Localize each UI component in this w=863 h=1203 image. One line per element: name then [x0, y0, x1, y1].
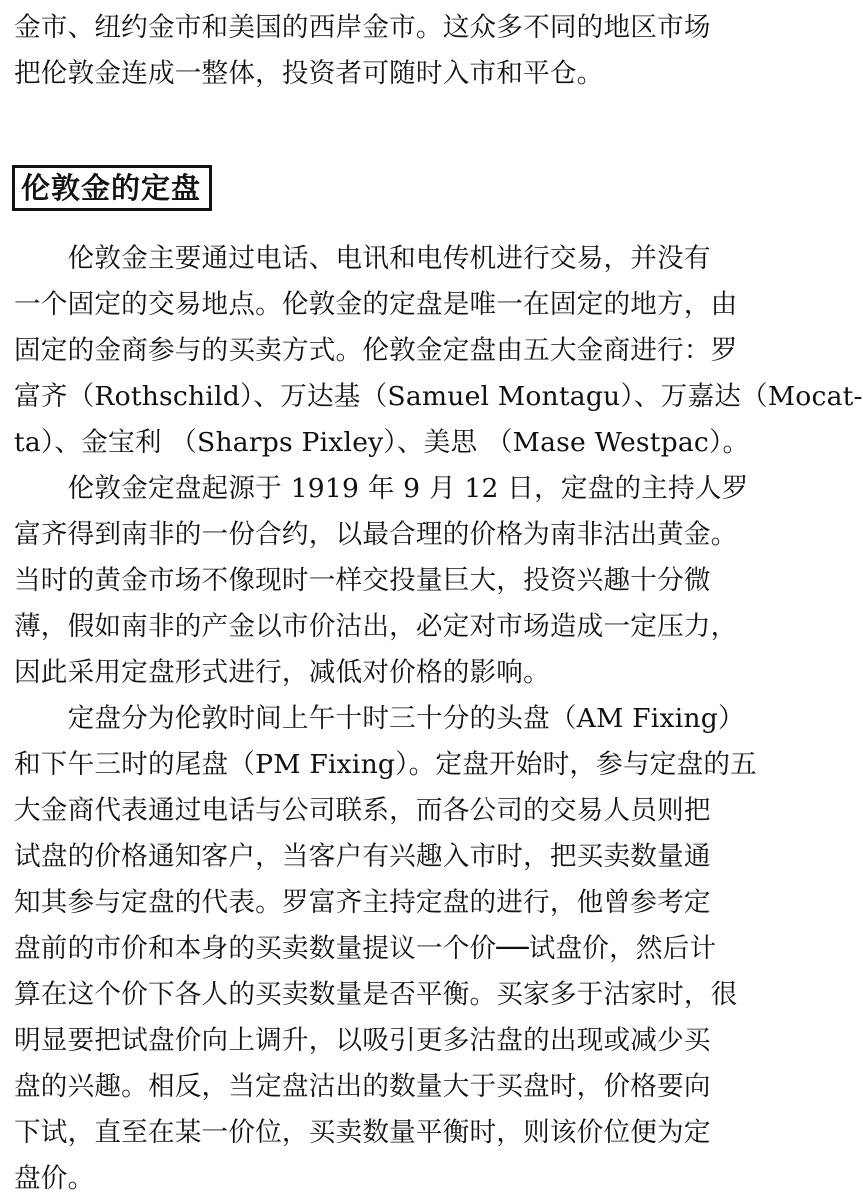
- text-line: 盘前的市价和本身的买卖数量提议一个价──试盘价，然后计: [14, 933, 717, 964]
- text-line: 薄，假如南非的产金以市价沽出，必定对市场造成一定压力，: [14, 611, 738, 642]
- text-line: 伦敦金主要通过电话、电讯和电传机进行交易，并没有: [14, 243, 711, 274]
- text-line: 大金商代表通过电话与公司联系，而各公司的交易人员则把: [14, 795, 711, 826]
- text-line: 盘的兴趣。相反，当定盘沽出的数量大于买盘时，价格要向: [14, 1071, 711, 1102]
- text-line: 知其参与定盘的代表。罗富齐主持定盘的进行，他曾参考定: [14, 887, 711, 918]
- text-line: 盘价。: [14, 1163, 95, 1194]
- text-line: 固定的金商参与的买卖方式。伦敦金定盘由五大金商进行：罗: [14, 335, 738, 366]
- text-line: 金市、纽约金市和美国的西岸金市。这众多不同的地区市场: [14, 12, 711, 43]
- text-line: 把伦敦金连成一整体，投资者可随时入市和平仓。: [14, 58, 604, 89]
- text-line: 下试，直至在某一价位，买卖数量平衡时，则该价位便为定: [14, 1117, 711, 1148]
- text-line: 和下午三时的尾盘（PM Fixing）。定盘开始时，参与定盘的五: [14, 749, 757, 780]
- text-line: 因此采用定盘形式进行，减低对价格的影响。: [14, 657, 550, 688]
- text-line: ta）、金宝利 （Sharps Pixley）、美思 （Mase Westpac）。: [14, 427, 750, 458]
- text-line: 定盘分为伦敦时间上午十时三十分的头盘（AM Fixing）: [14, 703, 745, 734]
- text-line: 富齐得到南非的一份合约，以最合理的价格为南非沽出黄金。: [14, 519, 738, 550]
- section-heading-box: [12, 165, 212, 211]
- text-line: 明显要把试盘价向上调升，以吸引更多沽盘的出现或减少买: [14, 1025, 711, 1056]
- text-line: 一个固定的交易地点。伦敦金的定盘是唯一在固定的地方，由: [14, 289, 738, 320]
- text-line: 富齐（Rothschild）、万达基（Samuel Montagu）、万嘉达（Mocat-: [14, 381, 863, 412]
- section-heading: 伦敦金的定盘: [21, 171, 202, 205]
- text-line: 当时的黄金市场不像现时一样交投量巨大，投资兴趣十分微: [14, 565, 711, 596]
- text-line: 算在这个价下各人的买卖数量是否平衡。买家多于沽家时，很: [14, 979, 738, 1010]
- text-line: 试盘的价格通知客户，当客户有兴趣入市时，把买卖数量通: [14, 841, 711, 872]
- text-line: 伦敦金定盘起源于 1919 年 9 月 12 日，定盘的主持人罗: [14, 473, 749, 504]
